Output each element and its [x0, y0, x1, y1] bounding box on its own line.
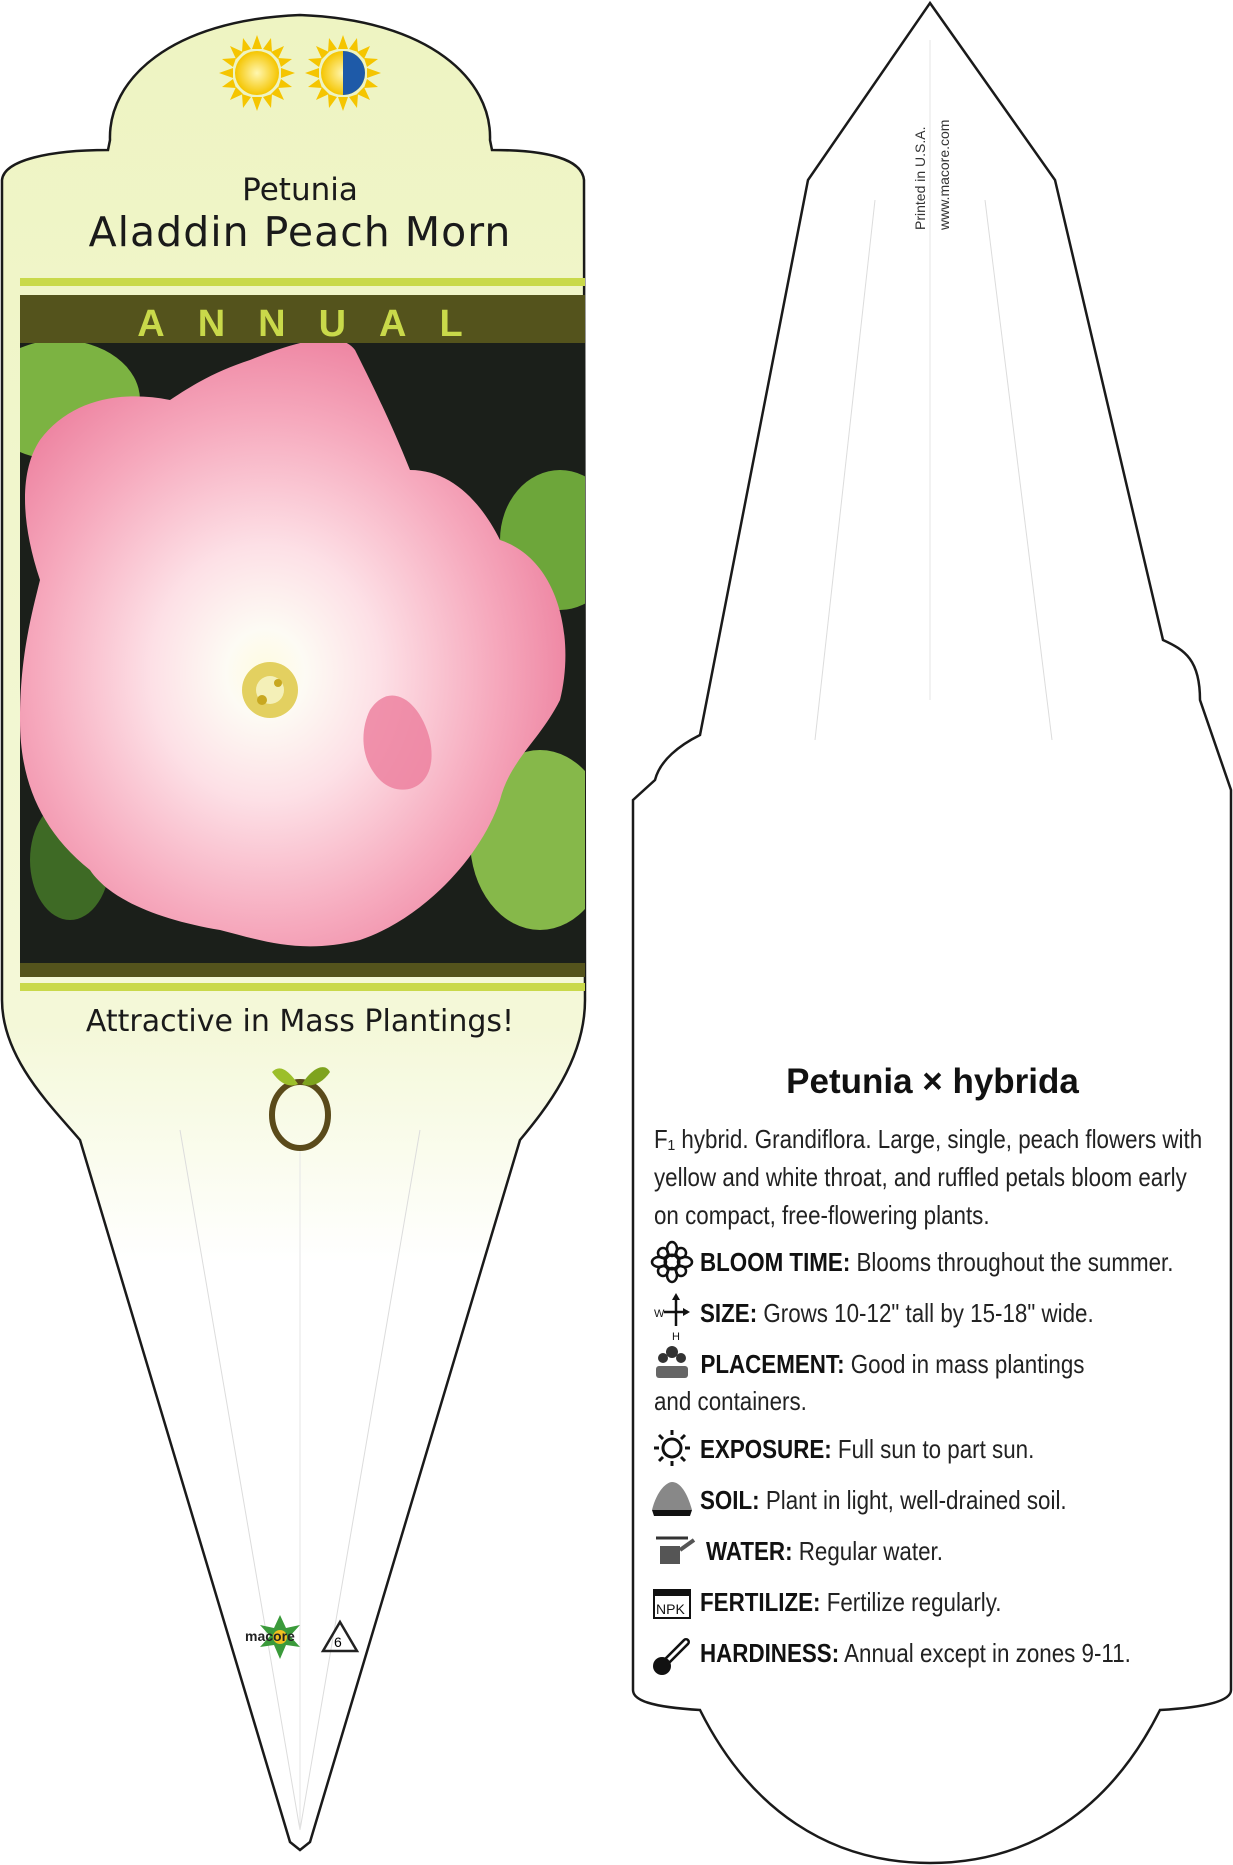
svg-text:W: W — [654, 1308, 665, 1320]
annual-label: ANNUAL — [137, 303, 496, 345]
svg-text:H: H — [672, 1331, 680, 1343]
macore-website: www.macore.com — [936, 119, 952, 230]
care-hardiness: HARDINESS: Annual except in zones 9-11. — [700, 1638, 1131, 1668]
care-exposure: EXPOSURE: Full sun to part sun. — [700, 1434, 1035, 1464]
printed-in-usa: Printed in U.S.A. — [912, 126, 928, 230]
front-tagline: Attractive in Mass Plantings! — [85, 1004, 515, 1039]
care-size: SIZE: Grows 10-12" tall by 15-18" wide. — [700, 1298, 1094, 1328]
front-variety-name: Aladdin Peach Morn — [88, 208, 512, 256]
npk-icon — [654, 1590, 690, 1618]
part-sun-icon — [305, 35, 381, 111]
photo-bottom-band — [20, 963, 585, 977]
bottom-green-band — [20, 983, 585, 991]
botanical-name: Petunia × hybrida — [786, 1062, 1079, 1101]
care-soil: SOIL: Plant in light, well-drained soil. — [700, 1485, 1067, 1515]
petunia-photo — [0, 339, 620, 963]
svg-text:NPK: NPK — [656, 1601, 685, 1617]
plant-description: F₁ hybrid. Grandiflora. Large, single, peach flowers with yellow and white throat, and ruffled petals bloom early on compact, free-flowering plants. — [654, 1124, 1203, 1230]
care-placement: PLACEMENT: Good in mass plantings and containers. — [654, 1349, 1085, 1416]
top-green-band — [20, 278, 585, 286]
recycle-number: 6 — [334, 1634, 342, 1650]
care-water: WATER: Regular water. — [706, 1536, 943, 1566]
full-sun-icon — [219, 35, 295, 111]
care-bloom-time: BLOOM TIME: Blooms throughout the summer. — [700, 1247, 1174, 1277]
macore-brand-text: macore — [245, 1628, 295, 1644]
care-fertilize: FERTILIZE: Fertilize regularly. — [700, 1587, 1002, 1617]
front-species-name: Petunia — [242, 172, 358, 208]
